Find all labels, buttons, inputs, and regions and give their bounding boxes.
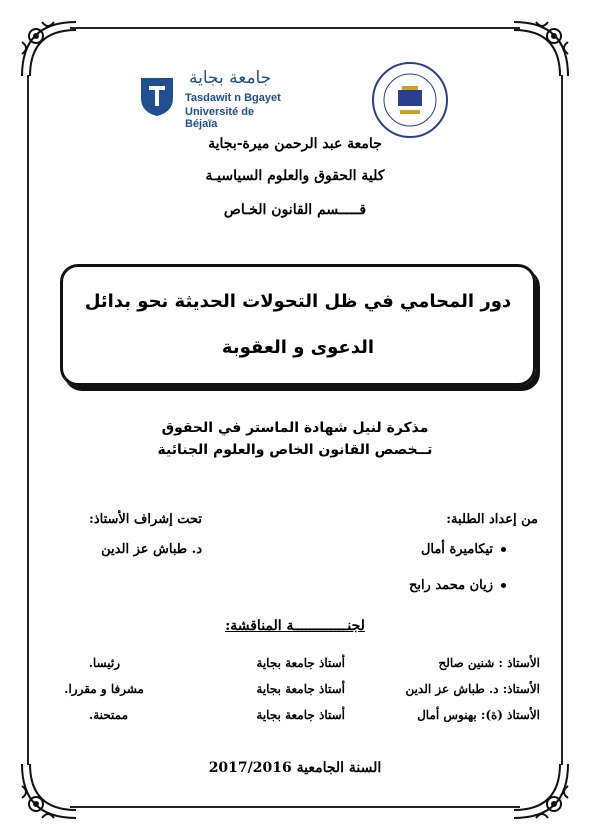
frame-bottom [70, 806, 520, 808]
committee-member-affiliation: أستاذ جامعة بجاية [256, 682, 345, 696]
student-name: تيكاميرة أمال [420, 542, 493, 557]
thesis-title-box [60, 264, 536, 386]
thesis-specialty: تــخصص القانون الخاص والعلوم الجنائية [157, 442, 433, 458]
supervisor-label: تحت إشراف الأستاذ: [89, 512, 202, 527]
student-item-2 [409, 578, 506, 593]
thesis-title-line-1: دور المحامي في ظل التحولات الحديثة نحو بدائل [84, 291, 512, 312]
bullet-icon [501, 547, 506, 552]
academic-year: السنة الجامعية 2017/2016 [208, 760, 382, 776]
university-name: جامعة عبد الرحمن ميرة-بجاية [208, 136, 382, 152]
committee-member-name: الأستاذ: د. طباش عز الدين [405, 682, 540, 696]
committee-member-affiliation: أستاذ جامعة بجاية [256, 708, 345, 722]
logo-french-name: Université de Béjaïa [185, 106, 255, 130]
committee-member-role: مشرفا و مقررا. [64, 682, 144, 696]
bullet-icon [501, 583, 506, 588]
corner-ornament-top-left [14, 14, 84, 84]
committee-member-name: الأستاذ (ة): بهنوس أمال [417, 708, 540, 722]
supervisor-name: د. طباش عز الدين [101, 542, 202, 557]
department-name: قـــــسم القانون الخـاص [223, 202, 367, 218]
corner-ornament-top-right [506, 14, 576, 84]
university-logo [137, 68, 287, 130]
faculty-seal-logo [370, 60, 450, 140]
logo-kabyle-name: Tasdawit n Bgayet [185, 92, 281, 104]
university-emblem-icon [137, 74, 177, 118]
faculty-name: كلية الحقوق والعلوم السياسيـة [205, 168, 385, 184]
thesis-title-line-2: الدعوى و العقوبة [221, 337, 375, 358]
student-name: زيان محمد رابح [408, 578, 493, 593]
committee-member-role: ممتحنة. [89, 708, 128, 722]
committee-label: لجنـــــــــــــة المناقشة: [225, 618, 365, 634]
frame-top [70, 27, 520, 29]
logo-arabic-name: جامعة بجاية [189, 68, 272, 88]
student-item-1 [421, 542, 506, 557]
committee-member-affiliation: أستاذ جامعة بجاية [256, 656, 345, 670]
thesis-purpose: مذكرة لنيل شهادة الماستر في الحقوق [161, 420, 429, 436]
committee-member-name: الأستاذ : شنين صالح [438, 656, 540, 670]
committee-member-role: رئيسا. [88, 656, 120, 670]
students-label: من إعداد الطلبة: [446, 512, 538, 527]
